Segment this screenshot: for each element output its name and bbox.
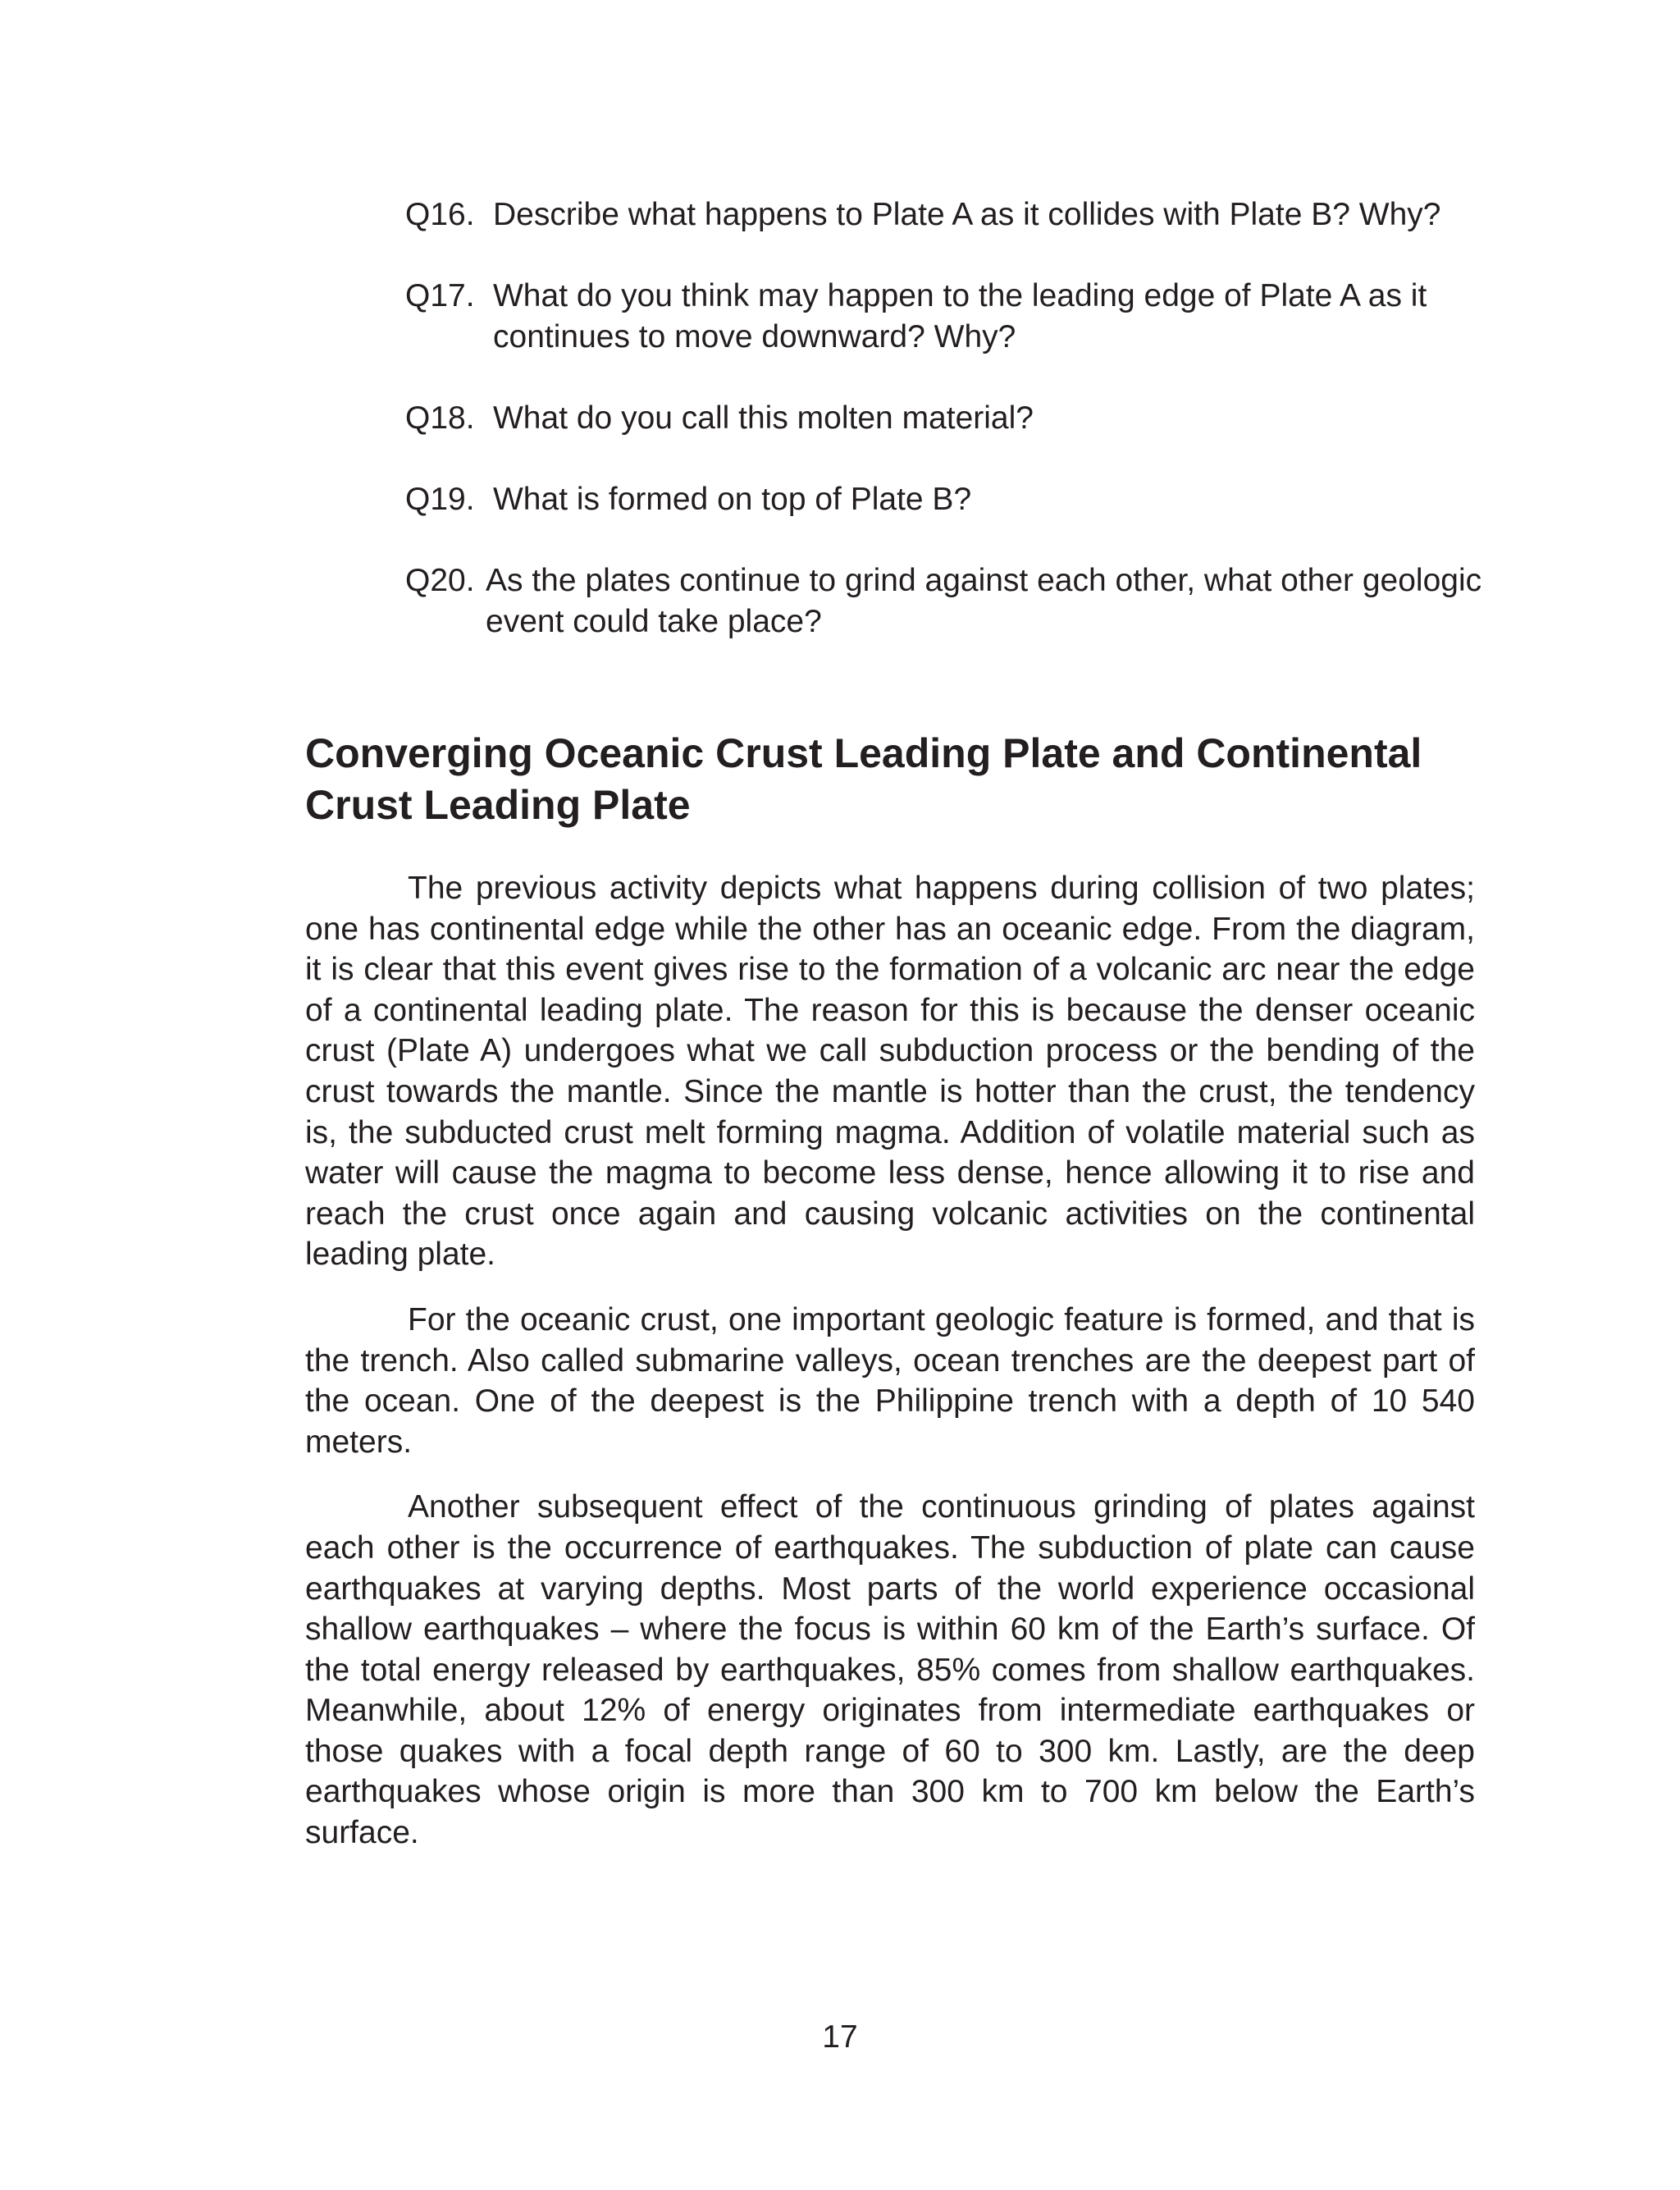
question-text: What do you think may happen to the leading edge of Plate A as it continues to move downward? Why? (493, 278, 1427, 354)
section-body (305, 868, 1475, 1878)
question-item (405, 479, 1496, 520)
question-number: Q19. (405, 482, 475, 517)
question-text: As the plates continue to grind against each other, what other geologic event could take place? (486, 563, 1482, 639)
question-list (405, 194, 1496, 683)
question-number: Q16. (405, 197, 475, 232)
question-number: Q20. (405, 563, 475, 598)
question-text: What is formed on top of Plate B? (493, 482, 972, 517)
question-item (405, 194, 1496, 235)
question-number: Q18. (405, 400, 475, 436)
question-text: Describe what happens to Plate A as it collides with Plate B? Why? (493, 197, 1441, 232)
question-item (405, 398, 1496, 439)
question-number: Q17. (405, 278, 475, 313)
page-number: 17 (822, 2019, 858, 2055)
question-text: What do you call this molten material? (493, 400, 1034, 436)
question-item (405, 560, 1496, 642)
body-paragraph: The previous activity depicts what happens during collision of two plates; one has continental edge while the other has an oceanic edge. From the diagram, it is clear that this event gives rise to the formation of a volcanic arc near the edge of a continental leading plate. The reason for this is because the denser oceanic crust (Plate A) undergoes what we call subduction process or the bending of the crust towards the mantle. Since the mantle is hotter than the crust, the tendency is, the subducted crust melt forming magma. Addition of volatile material such as water will cause the magma to become less dense, hence allowing it to rise and reach the crust once again and causing volcanic activities on the continental leading plate. (305, 871, 1475, 1273)
body-paragraph: Another subsequent effect of the continuous grinding of plates against each other is the occurrence of earthquakes. The subduction of plate can cause earthquakes at varying depths. Most parts of the world experience occasional shallow earthquakes – where the focus is within 60 km of the Earth’s surface. Of the total energy released by earthquakes, 85% comes from shallow earthquakes. Meanwhile, about 12% of energy originates from intermediate earthquakes or those quakes with a focal depth range of 60 to 300 km. Lastly, are the deep earthquakes whose origin is more than 300 km to 700 km below the Earth’s surface. (305, 1489, 1475, 1851)
body-paragraph: For the oceanic crust, one important geologic feature is formed, and that is the trench. Also called submarine valleys, ocean trenches are the deepest part of the ocean. One of the deepest is the Philippine trench with a depth of 10 540 meters. (305, 1301, 1475, 1460)
section-heading: Converging Oceanic Crust Leading Plate and Continental Crust Leading Plate (305, 730, 1422, 828)
question-item (405, 276, 1496, 358)
